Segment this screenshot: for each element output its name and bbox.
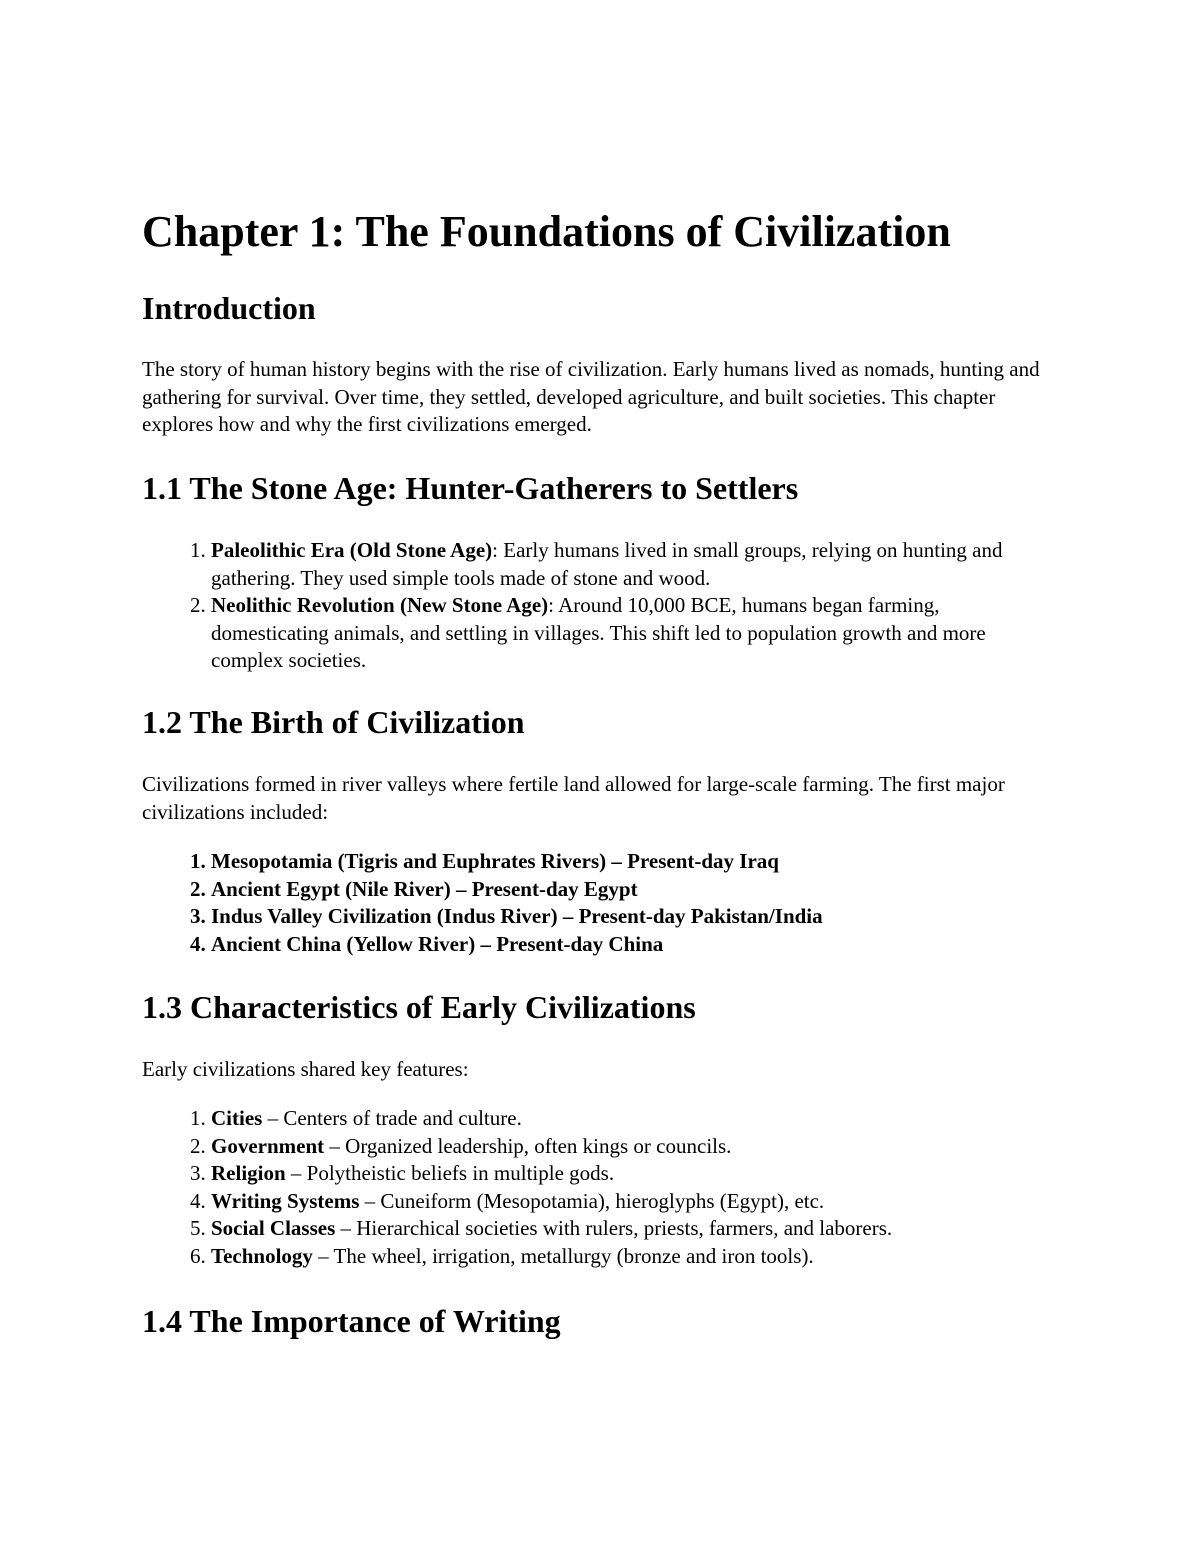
list-item (211, 1133, 1061, 1161)
list-item: 4. Ancient China (Yellow River) – Present-day China (211, 931, 1061, 959)
list-item-term: Religion (211, 1161, 286, 1185)
introduction-paragraph: The story of human history begins with the rise of civilization. Early humans lived as nomads, hunting and gathering for survival. Over time, they settled, developed agriculture, and built societies. This chapter explores how and why the first civilizations emerged. (142, 357, 1040, 436)
section-1-1-heading: 1.1 The Stone Age: Hunter-Gatherers to Settlers (142, 470, 799, 506)
list-item (211, 1188, 1061, 1216)
section-1-3-paragraph: Early civilizations shared key features: (142, 1057, 469, 1081)
list-item-text: : Around 10,000 BCE, humans began farming, domesticating animals, and settling in villages. This shift led to population growth and more complex societies. (211, 593, 986, 672)
list-item (211, 1160, 1061, 1188)
list-item-text: : Early humans lived in small groups, relying on hunting and gathering. They used simple tools made of stone and wood. (211, 538, 1003, 590)
section-1-4-heading: 1.4 The Importance of Writing (142, 1303, 561, 1339)
list-item-text: – Polytheistic beliefs in multiple gods. (285, 1161, 615, 1185)
list-item: 3. Indus Valley Civilization (Indus River) – Present-day Pakistan/India (211, 903, 1061, 931)
list-item-text: – Organized leadership, often kings or councils. (324, 1133, 732, 1158)
list-item: 2. Ancient Egypt (Nile River) – Present-day Egypt (211, 876, 1061, 904)
list-item-text: – Centers of trade and culture. (262, 1106, 522, 1130)
section-1-2-heading: 1.2 The Birth of Civilization (142, 704, 525, 740)
list-item-text: – Hierarchical societies with rulers, priests, farmers, and laborers. (335, 1216, 893, 1240)
list-item-term: Government (211, 1133, 325, 1158)
list-item-term: Technology (211, 1243, 313, 1268)
section-1-3-heading: 1.3 Characteristics of Early Civilizations (142, 989, 696, 1025)
chapter-title: Chapter 1: The Foundations of Civilization (142, 207, 951, 256)
section-1-2-list (142, 848, 1061, 958)
list-item: 1. Mesopotamia (Tigris and Euphrates Rivers) – Present-day Iraq (211, 848, 1061, 876)
section-1-2-paragraph: Civilizations formed in river valleys where fertile land allowed for large-scale farming. The first major civilizations included: (142, 772, 1005, 824)
list-item-text: – Cuneiform (Mesopotamia), hieroglyphs (Egypt), etc. (359, 1188, 825, 1213)
list-item-text: – The wheel, irrigation, metallurgy (bronze and iron tools). (312, 1243, 814, 1268)
list-item (211, 537, 1061, 592)
list-item-term: Writing Systems (211, 1188, 360, 1213)
section-1-1-list (142, 537, 1061, 675)
introduction-heading: Introduction (142, 290, 316, 326)
list-item (211, 1215, 1061, 1243)
list-item-term: Neolithic Revolution (New Stone Age) (211, 593, 549, 617)
list-item (211, 1243, 1061, 1271)
list-item (211, 1105, 1061, 1133)
list-item-term: Paleolithic Era (Old Stone Age) (211, 538, 493, 562)
list-item-term: Cities (211, 1106, 263, 1130)
list-item-term: Social Classes (211, 1216, 336, 1240)
section-1-3-list (142, 1105, 1061, 1270)
list-item (211, 592, 1061, 675)
